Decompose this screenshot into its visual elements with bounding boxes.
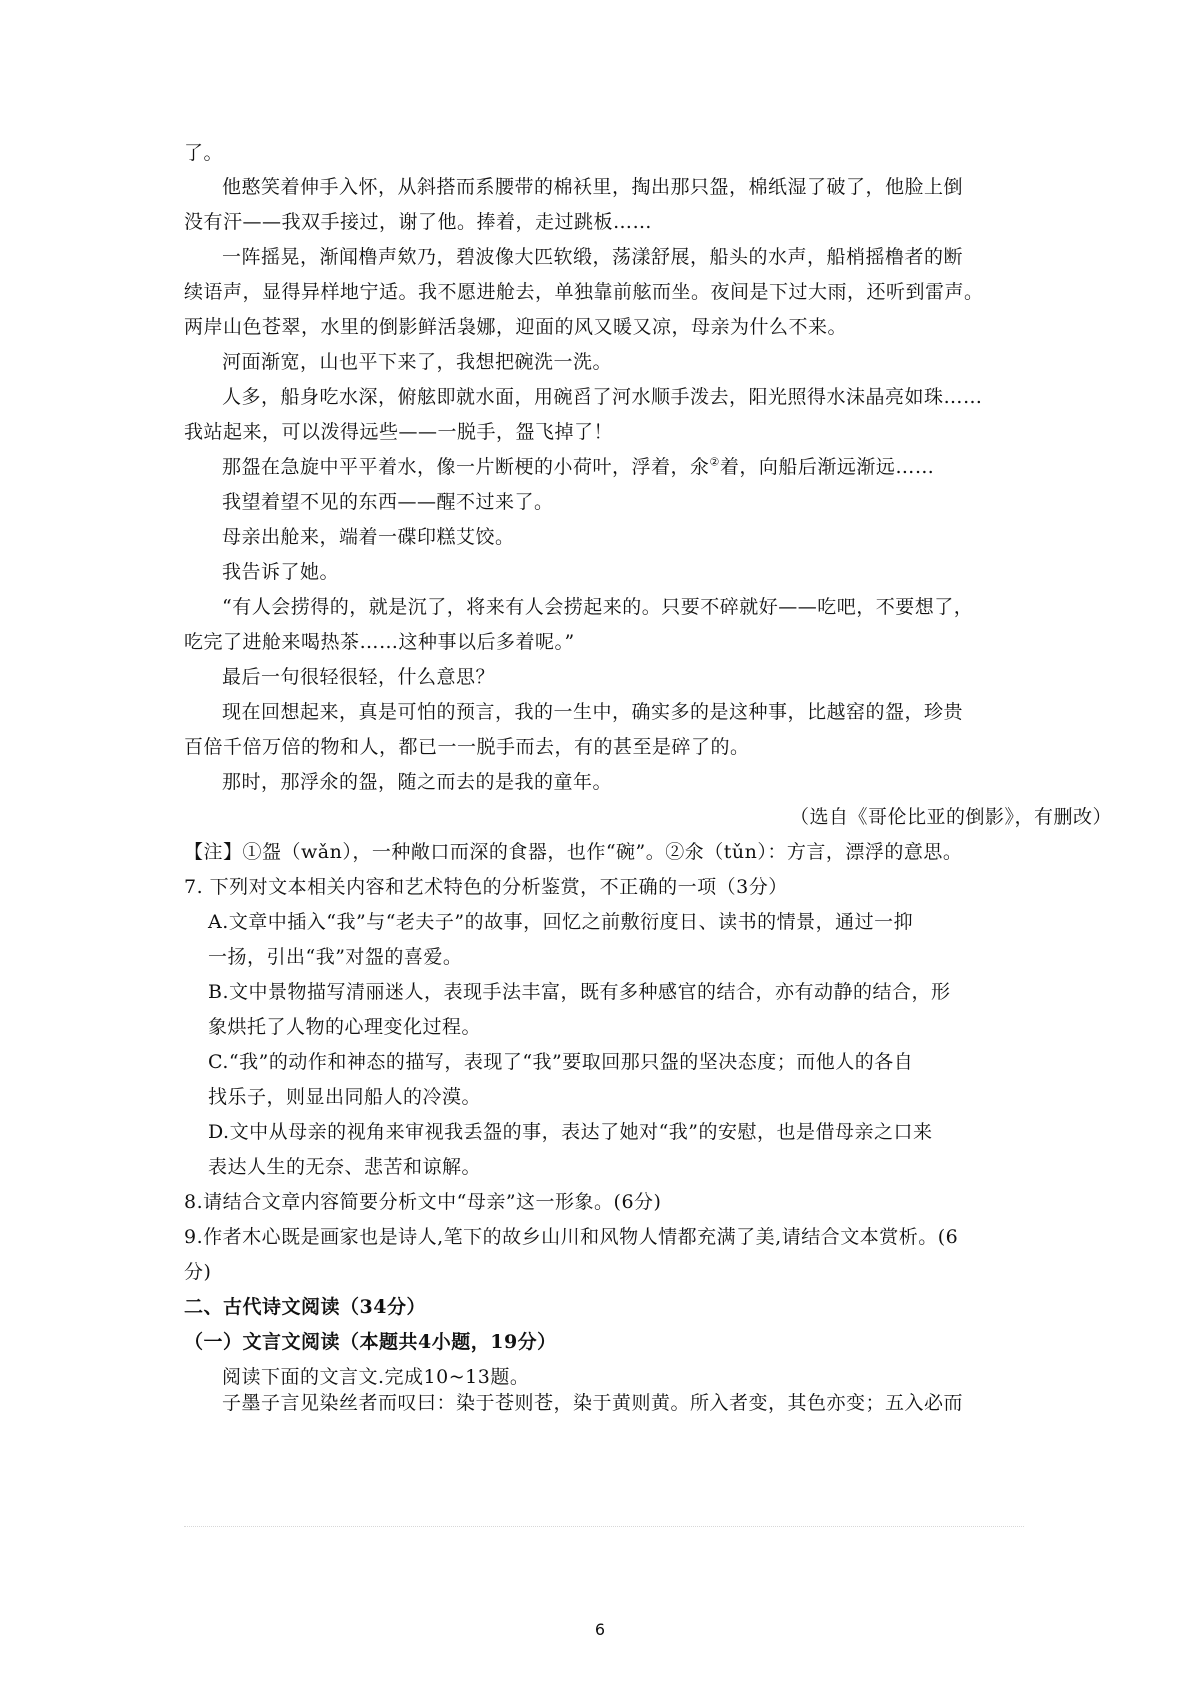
- section-heading: 二、古代诗文阅读（34分）: [184, 1296, 426, 1318]
- passage-line: 那时，那浮氽的盌，随之而去的是我的童年。: [222, 771, 613, 793]
- passage-line: 两岸山色苍翠，水里的倒影鲜活袅娜，迎面的风又暖又凉，母亲为什么不来。: [184, 316, 848, 338]
- passage-text: 那盌在急旋中平平着水，像一片断梗的小荷叶，浮着，氽: [222, 456, 710, 478]
- passage-line: 人多，船身吃水深，俯舷即就水面，用碗舀了河水顺手泼去，阳光照得水沫晶亮如珠……: [222, 386, 983, 408]
- question-9: 9.作者木心既是画家也是诗人,笔下的故乡山川和风物人情都充满了美,请结合文本赏析。(6: [184, 1226, 959, 1248]
- question-7-option-c: C.“我”的动作和神态的描写，表现了“我”要取回那只盌的坚决态度；而他人的各自: [208, 1051, 914, 1073]
- passage-line: 续语声，显得异样地宁适。我不愿进舱去，单独靠前舷而坐。夜间是下过大雨，还听到雷声。: [184, 281, 984, 303]
- reading-instruction: 阅读下面的文言文.完成10~13题。: [222, 1366, 530, 1388]
- passage-line: 我告诉了她。: [222, 561, 340, 583]
- passage-line: 吃完了进舱来喝热茶……这种事以后多着呢。”: [184, 631, 575, 653]
- question-8: 8.请结合文章内容简要分析文中“母亲”这一形象。(6分): [184, 1191, 662, 1213]
- question-9: 分): [184, 1261, 212, 1283]
- passage-line: 河面渐宽，山也平下来了，我想把碗洗一洗。: [222, 351, 613, 373]
- question-7-option-a: A.文章中插入“我”与“老夫子”的故事，回忆之前敷衍度日、读书的情景，通过一抑: [208, 911, 914, 933]
- footnote: 【注】①盌（wǎn），一种敞口而深的食器，也作“碗”。②氽（tǔn）：方言，漂浮的意思。: [184, 841, 963, 863]
- passage-line: 我站起来，可以泼得远些——一脱手，盌飞掉了！: [184, 421, 614, 443]
- passage-line: 没有汗——我双手接过，谢了他。捧着，走过跳板……: [184, 211, 653, 233]
- subsection-heading: （一）文言文阅读（本题共4小题，19分）: [184, 1331, 557, 1353]
- passage-text: 着，向船后渐远渐远……: [719, 456, 935, 478]
- footnote-marker: ②: [709, 455, 720, 469]
- classical-text-line: 子墨子言见染丝者而叹曰：染于苍则苍，染于黄则黄。所入者变，其色亦变；五入必而: [222, 1392, 964, 1414]
- question-7-option-d: D.文中从母亲的视角来审视我丢盌的事，表达了她对“我”的安慰，也是借母亲之口来: [208, 1121, 933, 1143]
- passage-line: 他憨笑着伸手入怀，从斜搭而系腰带的棉袄里，掏出那只盌，棉纸湿了破了，他脸上倒: [222, 176, 964, 198]
- page-number: 6: [594, 1620, 606, 1639]
- passage-line: 母亲出舱来，端着一碟印糕艾饺。: [222, 526, 515, 548]
- passage-line: 一阵摇晃，渐闻橹声欸乃，碧波像大匹软缎，荡漾舒展，船头的水声，船梢摇橹者的断: [222, 246, 964, 268]
- passage-line: 我望着望不见的东西——醒不过来了。: [222, 491, 554, 513]
- passage-line: 最后一句很轻很轻，什么意思？: [222, 666, 496, 688]
- dotted-divider: [184, 1526, 1024, 1527]
- source-citation: （选自《哥伦比亚的倒影》，有删改）: [790, 806, 1113, 828]
- passage-line: 现在回想起来，真是可怕的预言，我的一生中，确实多的是这种事，比越窑的盌，珍贵: [222, 701, 964, 723]
- passage-line: [222, 454, 934, 480]
- question-7-option-b: B.文中景物描写清丽迷人，表现手法丰富，既有多种感官的结合，亦有动静的结合，形: [208, 981, 951, 1003]
- passage-line: 了。: [184, 142, 224, 164]
- passage-line: 百倍千倍万倍的物和人，都已一一脱手而去，有的甚至是碎了的。: [184, 736, 750, 758]
- question-7-stem: 7. 下列对文本相关内容和艺术特色的分析鉴赏，不正确的一项（3分）: [184, 876, 788, 898]
- question-7-option-a: 一扬，引出“我”对盌的喜爱。: [208, 946, 463, 968]
- passage-line: “有人会捞得的，就是沉了，将来有人会捞起来的。只要不碎就好——吃吧，不要想了，: [222, 596, 974, 618]
- question-7-option-d: 表达人生的无奈、悲苦和谅解。: [208, 1156, 482, 1178]
- question-7-option-b: 象烘托了人物的心理变化过程。: [208, 1016, 482, 1038]
- question-7-option-c: 找乐子，则显出同船人的冷漠。: [208, 1086, 482, 1108]
